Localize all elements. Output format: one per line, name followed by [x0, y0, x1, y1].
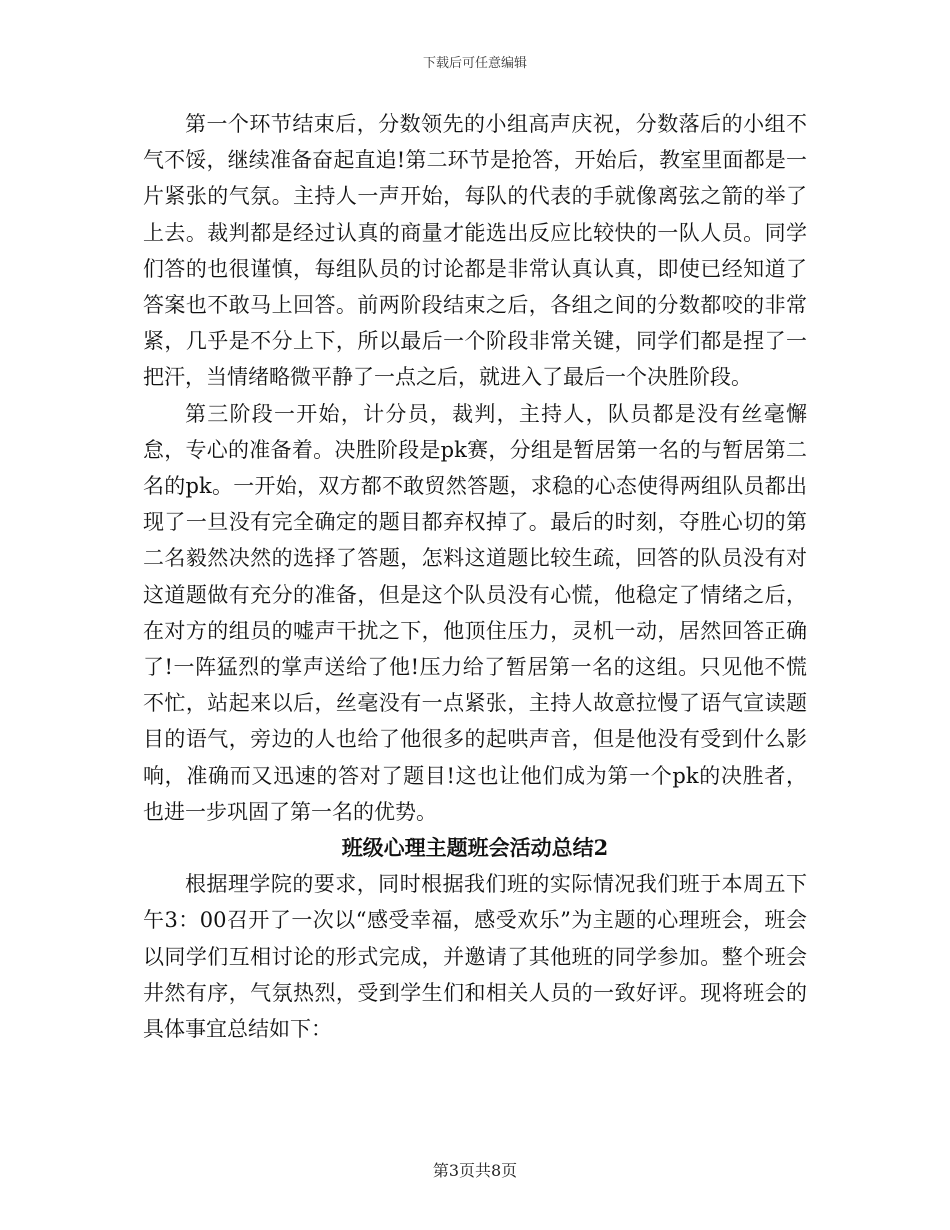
paragraph-3: 根据理学院的要求，同时根据我们班的实际情况我们班于本周五下午3：00召开了一次以“感受幸福，感受欢乐”为主题的心理班会，班会以同学们互相讨论的形式完成，并邀请了其他班的同学参加。整个班会井然有序，气氛热烈，受到学生们和相关人员的一致好评。现将班会的具体事宜总结如下： — [143, 872, 807, 1042]
page-footer: 第3页共8页 — [432, 1161, 518, 1180]
document-body — [143, 106, 807, 1047]
section-title: 班级心理主题班会活动总结2 — [341, 835, 609, 861]
page-header: 下载后可任意编辑 — [422, 56, 527, 71]
paragraph-2: 第三阶段一开始，计分员，裁判，主持人，队员都是没有丝毫懈怠，专心的准备着。决胜阶段是pk赛，分组是暂居第一名的与暂居第二名的pk。一开始，双方都不敢贸然答题，求稳的心态使得两组队员都出现了一旦没有完全确定的题目都弃权掉了。最后的时刻，夺胜心切的第二名毅然决然的选择了答题，怎料这道题比较生疏，回答的队员没有对这道题做有充分的准备，但是这个队员没有心慌，他稳定了情绪之后，在对方的组员的嘘声干扰之下，他顶住压力，灵机一动，居然回答正确了!一阵猛烈的掌声送给了他!压力给了暂居第一名的这组。只见他不慌不忙，站起来以后，丝毫没有一点紧张，主持人故意拉慢了语气宣读题目的语气，旁边的人也给了他很多的起哄声音，但是他没有受到什么影响，准确而又迅速的答对了题目!这也让他们成为第一个pk的决胜者，也进一步巩固了第一名的优势。 — [143, 401, 807, 824]
paragraph-1: 第一个环节结束后，分数领先的小组高声庆祝，分数落后的小组不气不馁，继续准备奋起直追!第二环节是抢答，开始后，教室里面都是一片紧张的气氛。主持人一声开始，每队的代表的手就像离弦之箭的举了上去。裁判都是经过认真的商量才能选出反应比较快的一队人员。同学们答的也很谨慎，每组队员的讨论都是非常认真认真，即使已经知道了答案也不敢马上回答。前两阶段结束之后，各组之间的分数都咬的非常紧，几乎是不分上下，所以最后一个阶段非常关键，同学们都是捏了一把汗，当情绪略微平静了一点之后，就进入了最后一个决胜阶段。 — [143, 112, 807, 390]
